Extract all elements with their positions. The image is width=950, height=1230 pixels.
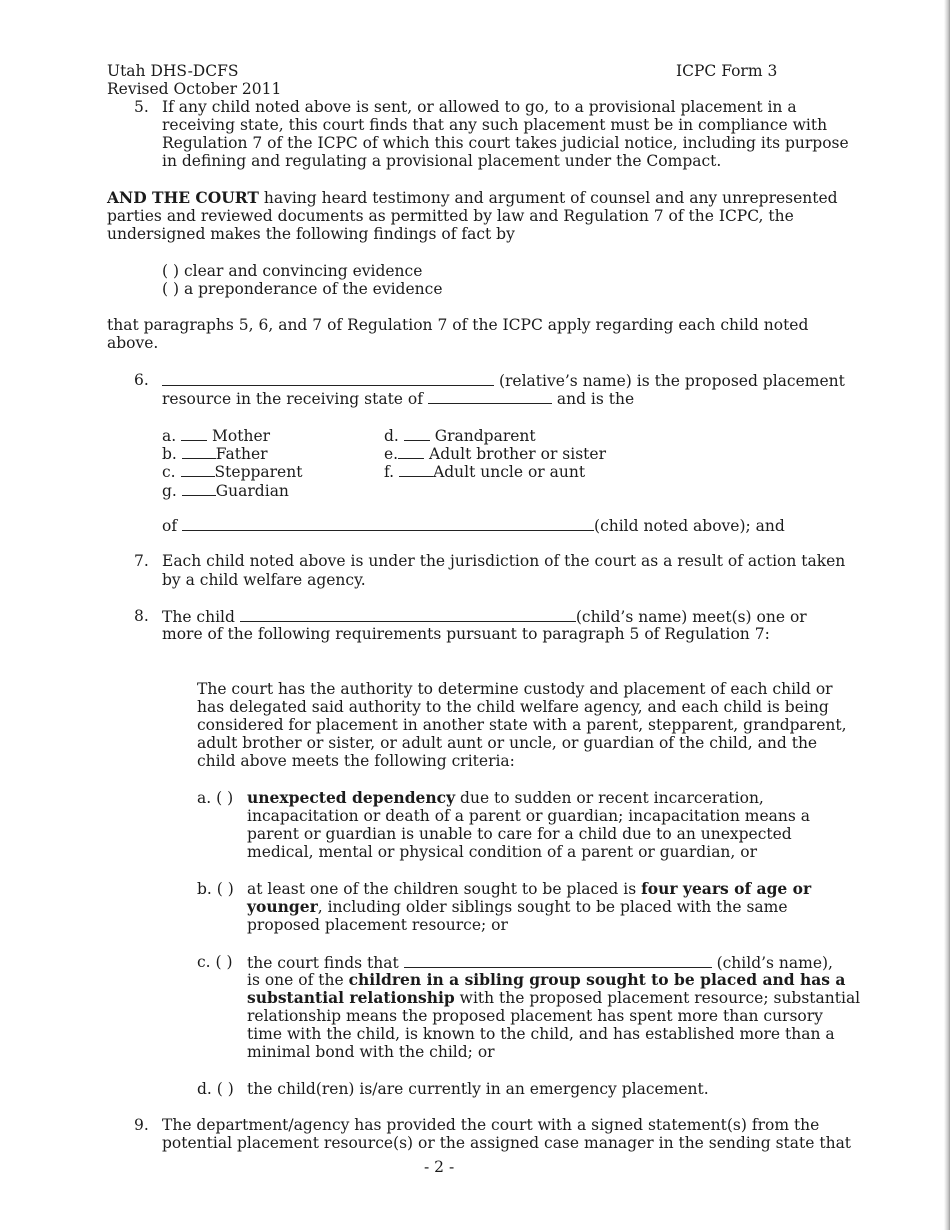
criteria-b-line: younger, including older siblings sought to be placed with the same bbox=[247, 897, 788, 916]
authority-line: considered for placement in another state with a parent, stepparent, grandparent, bbox=[197, 716, 847, 734]
relative-name-blank[interactable] bbox=[162, 371, 494, 386]
criteria-a-line: incapacitation or death of a parent or guardian; incapacitation means a bbox=[247, 807, 811, 825]
item-9-line: potential placement resource(s) or the assigned case manager in the sending state that bbox=[162, 1134, 852, 1152]
relation-option-guardian[interactable]: g. Guardian bbox=[162, 482, 289, 500]
relation-option-grandparent[interactable]: d. Grandparent bbox=[384, 427, 536, 445]
item-9-number: 9. bbox=[134, 1116, 149, 1134]
item-8-line: The child (child’s name) meet(s) one or bbox=[162, 608, 807, 626]
authority-line: has delegated said authority to the child welfare agency, and each child is being bbox=[197, 698, 829, 716]
criteria-c-line: relationship means the proposed placement has spent more than cursory bbox=[247, 1007, 823, 1025]
relation-option-adult-uncle-aunt[interactable]: f. Adult uncle or aunt bbox=[384, 463, 586, 481]
court-paragraph-line: undersigned makes the following findings of fact by bbox=[107, 225, 515, 243]
relation-option-father[interactable]: b. Father bbox=[162, 445, 268, 463]
receiving-state-blank[interactable] bbox=[428, 389, 552, 404]
item-5-number: 5. bbox=[134, 98, 149, 116]
criteria-c-line: substantial relationship with the proposed placement resource; substantial bbox=[247, 988, 861, 1007]
relation-option-mother[interactable]: a. Mother bbox=[162, 427, 271, 445]
criteria-a-line: parent or guardian is unable to care for a child due to an unexpected bbox=[247, 825, 792, 843]
child-noted-blank[interactable] bbox=[182, 516, 594, 531]
page-number: - 2 - bbox=[424, 1158, 455, 1176]
evidence-option-preponderance[interactable]: ( ) a preponderance of the evidence bbox=[162, 280, 443, 298]
evidence-option-clear-convincing[interactable]: ( ) clear and convincing evidence bbox=[162, 262, 423, 280]
agency-name: Utah DHS-DCFS bbox=[107, 62, 239, 80]
item-7-number: 7. bbox=[134, 552, 149, 570]
authority-line: adult brother or sister, or adult aunt or uncle, or guardian of the child, and the bbox=[197, 734, 818, 752]
criteria-b-line: at least one of the children sought to be placed is four years of age or bbox=[247, 879, 812, 898]
item-7-line: by a child welfare agency. bbox=[162, 571, 366, 589]
relation-option-adult-sibling[interactable]: e. Adult brother or sister bbox=[384, 445, 606, 463]
item-5-line: Regulation 7 of the ICPC of which this court takes judicial notice, including its purpose bbox=[162, 134, 849, 152]
item-6-line: (relative’s name) is the proposed placement bbox=[162, 371, 845, 391]
item-8-line: more of the following requirements pursuant to paragraph 5 of Regulation 7: bbox=[162, 625, 770, 643]
paragraphs-apply-line: above. bbox=[107, 334, 159, 352]
item-6-line: resource in the receiving state of and is the bbox=[162, 390, 635, 408]
item-5-line: receiving state, this court finds that any such placement must be in compliance with bbox=[162, 116, 828, 134]
form-id: ICPC Form 3 bbox=[676, 62, 778, 80]
court-lead: AND THE COURT bbox=[107, 188, 259, 207]
criteria-c-line: the court finds that (child’s name), bbox=[247, 954, 833, 972]
item-7-line: Each child noted above is under the jurisdiction of the court as a result of action taken bbox=[162, 552, 846, 570]
item-6-number: 6. bbox=[134, 371, 149, 389]
revised-date: Revised October 2011 bbox=[107, 80, 282, 98]
authority-line: The court has the authority to determine custody and placement of each child or bbox=[197, 680, 833, 698]
item-9-line: The department/agency has provided the court with a signed statement(s) from the bbox=[162, 1116, 820, 1134]
court-paragraph-line: AND THE COURT having heard testimony and argument of counsel and any unrepresented bbox=[107, 188, 838, 207]
criteria-d-checkbox[interactable]: d. ( ) bbox=[197, 1080, 234, 1098]
page-edge-shadow bbox=[944, 0, 950, 1230]
authority-line: child above meets the following criteria: bbox=[197, 752, 515, 770]
sibling-child-name-blank[interactable] bbox=[404, 953, 712, 968]
criteria-c-line: time with the child, is known to the child, and has established more than a bbox=[247, 1025, 835, 1043]
criteria-c-line: minimal bond with the child; or bbox=[247, 1043, 495, 1061]
court-paragraph-line: parties and reviewed documents as permitted by law and Regulation 7 of the ICPC, the bbox=[107, 207, 794, 225]
criteria-c-line: is one of the children in a sibling group sought to be placed and has a bbox=[247, 970, 846, 989]
criteria-a-line: unexpected dependency due to sudden or recent incarceration, bbox=[247, 788, 764, 807]
item-5-line: If any child noted above is sent, or allowed to go, to a provisional placement in a bbox=[162, 98, 797, 116]
item-8-number: 8. bbox=[134, 607, 149, 625]
relation-option-stepparent[interactable]: c. Stepparent bbox=[162, 463, 303, 481]
paragraphs-apply-line: that paragraphs 5, 6, and 7 of Regulation 7 of the ICPC apply regarding each child noted bbox=[107, 316, 809, 334]
child-name-blank[interactable] bbox=[240, 607, 576, 622]
criteria-d-line: the child(ren) is/are currently in an emergency placement. bbox=[247, 1080, 709, 1098]
criteria-b-checkbox[interactable]: b. ( ) bbox=[197, 880, 234, 898]
criteria-a-line: medical, mental or physical condition of a parent or guardian, or bbox=[247, 843, 758, 861]
criteria-a-checkbox[interactable]: a. ( ) bbox=[197, 789, 234, 807]
item-6-of-line: of (child noted above); and bbox=[162, 517, 785, 535]
criteria-c-checkbox[interactable]: c. ( ) bbox=[197, 953, 233, 971]
criteria-b-line: proposed placement resource; or bbox=[247, 916, 508, 934]
item-5-line: in defining and regulating a provisional placement under the Compact. bbox=[162, 152, 722, 170]
